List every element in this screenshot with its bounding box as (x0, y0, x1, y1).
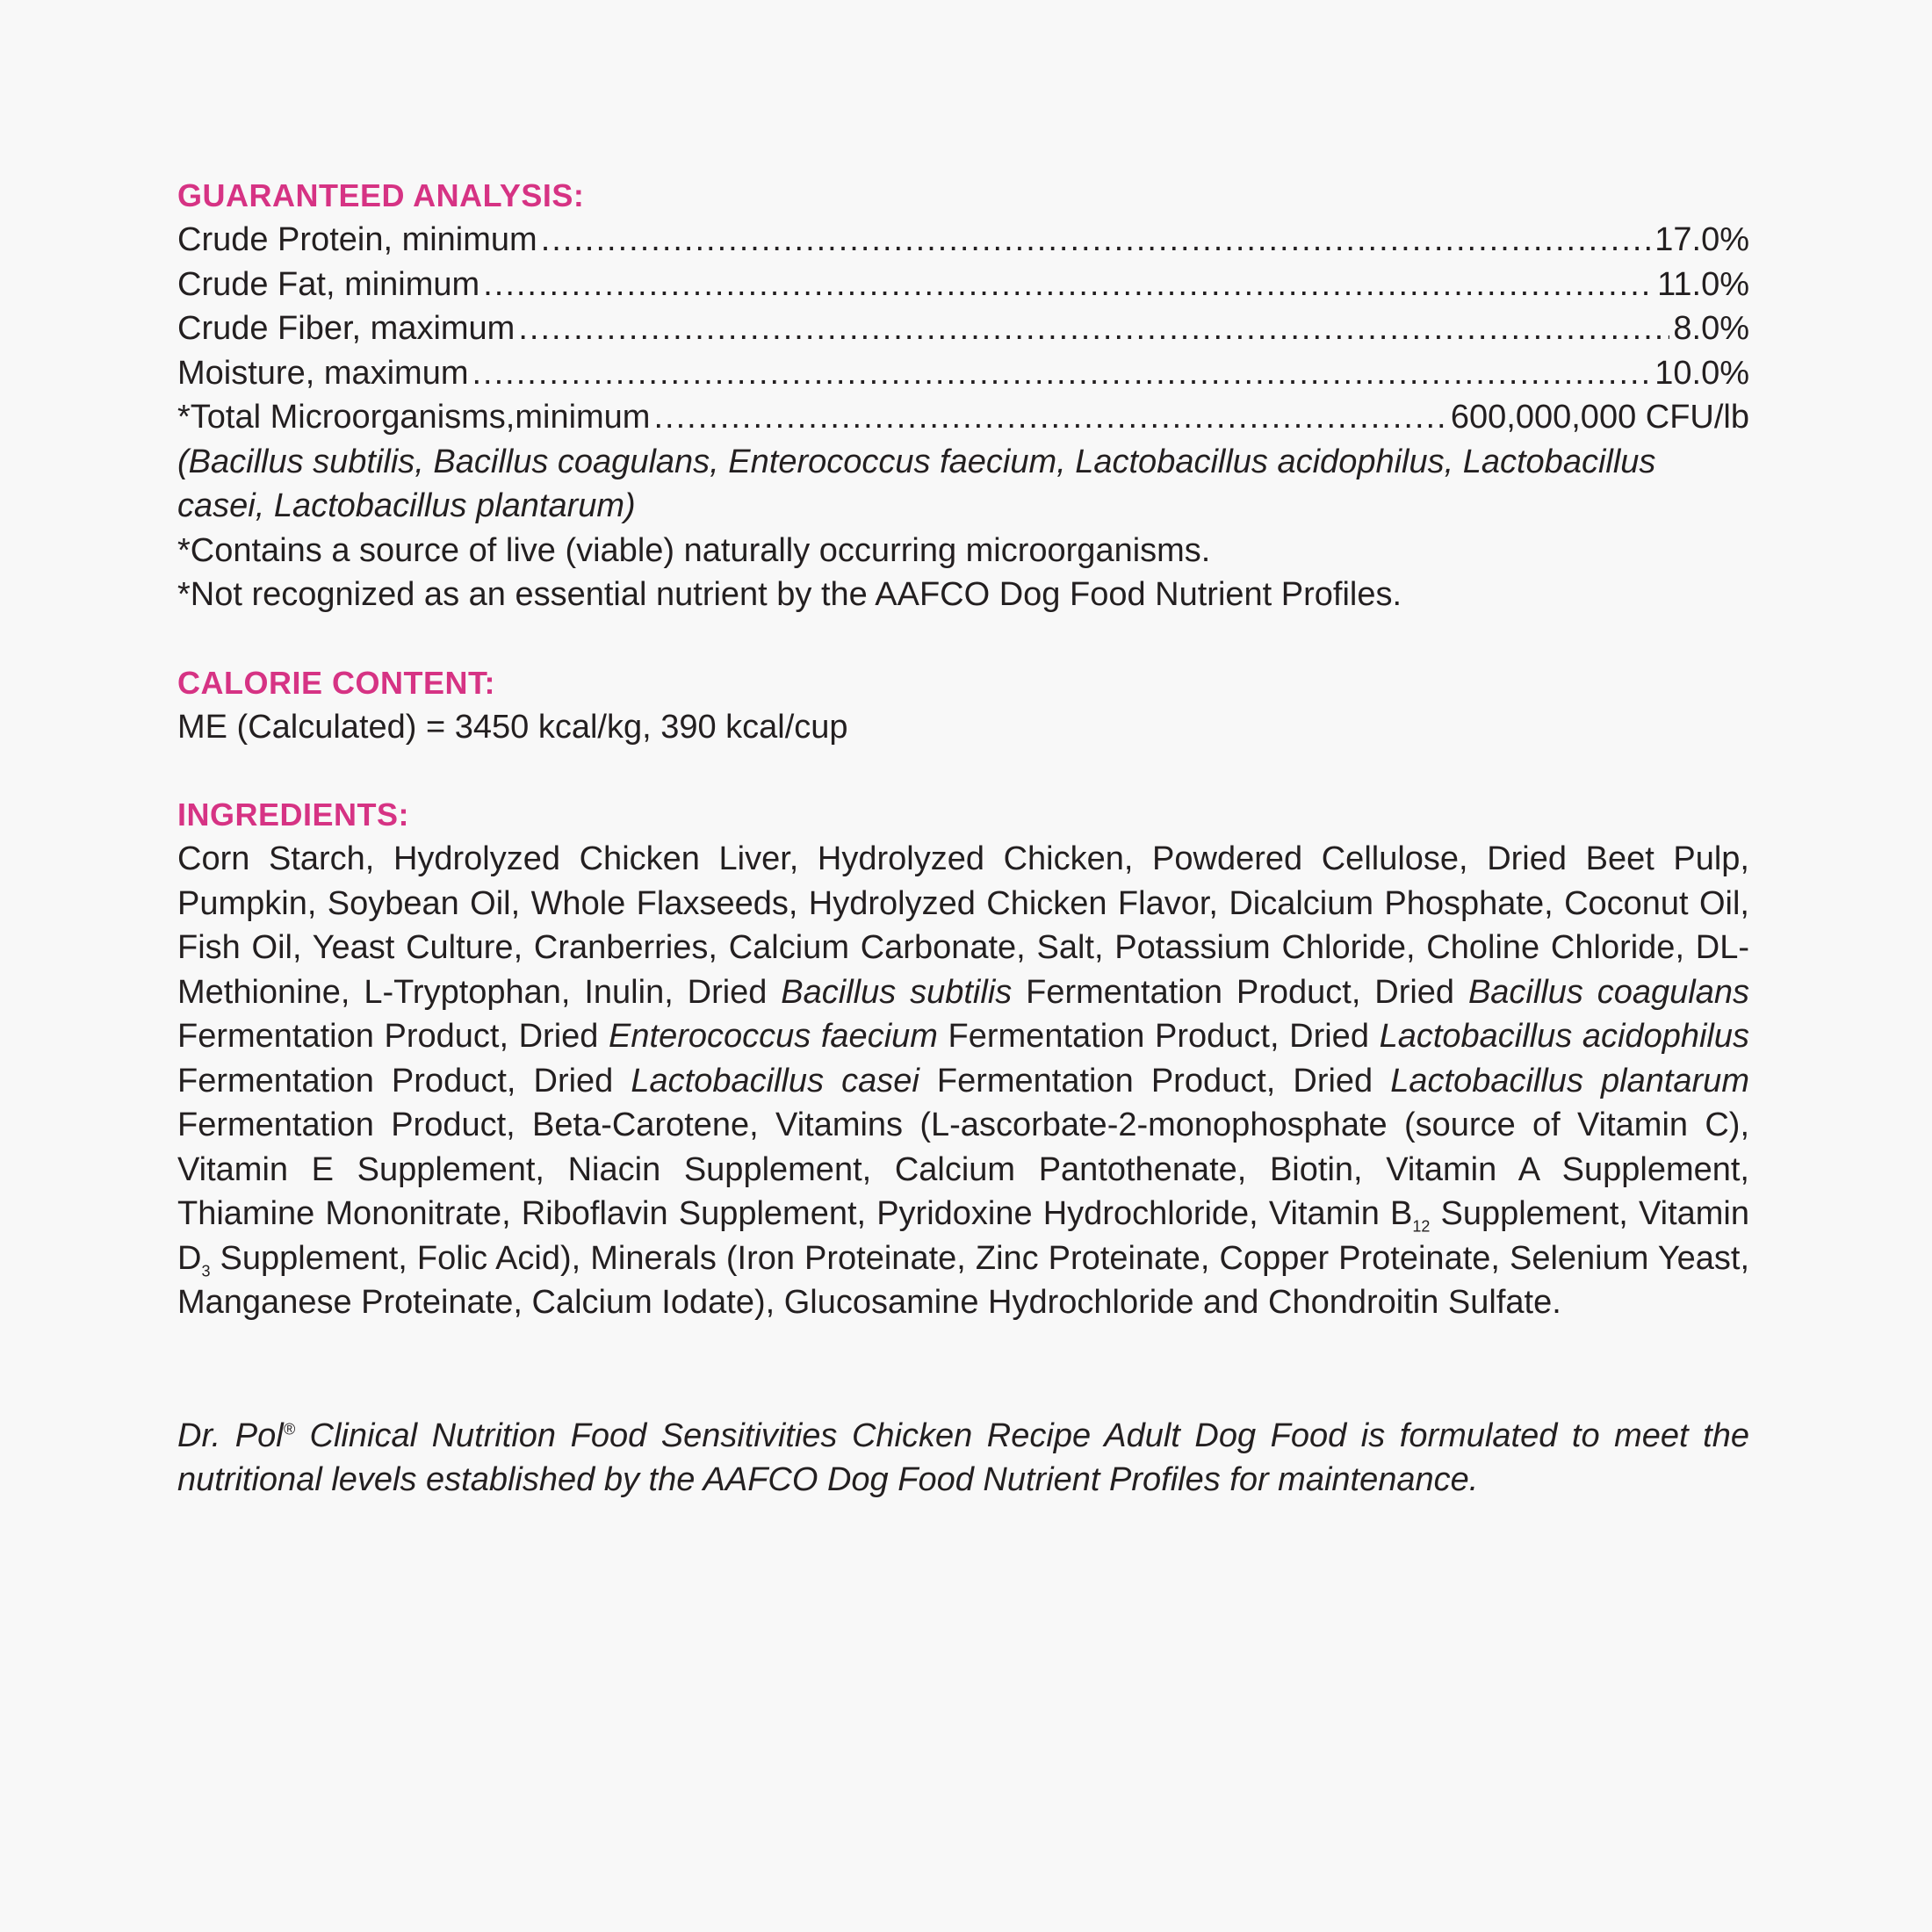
ingredients-text: Fermentation Product, Dried (1012, 973, 1468, 1011)
dot-leader (472, 351, 1652, 396)
statement-text: Clinical Nutrition Food Sensitivities Chicken Recipe Adult Dog Food is formulated to meet the nutritional levels established by the AAFCO Dog Food Nutrient Profiles for maintenance. (177, 1417, 1749, 1498)
dot-leader (518, 306, 1669, 351)
ingredients-heading: INGREDIENTS: (177, 797, 410, 833)
ingredients-text: Fermentation Product, Dried (177, 1062, 631, 1099)
microorganism-species-note: (Bacillus subtilis, Bacillus coagulans, Enterococcus faecium, Lactobacillus acidophilus, Lactobacillus casei, Lactobacillus plantarum) (177, 443, 1656, 524)
brand-name: Dr. Pol (177, 1417, 284, 1454)
analysis-value: 10.0% (1654, 354, 1749, 392)
analysis-row-moisture (177, 351, 1749, 396)
ingredient-species: Bacillus coagulans (1467, 973, 1750, 1011)
analysis-label: Crude Fiber, maximum (177, 310, 515, 347)
analysis-value: 8.0% (1673, 310, 1749, 347)
dot-leader (483, 263, 1654, 307)
guaranteed-analysis-heading: GUARANTEED ANALYSIS: (177, 177, 585, 213)
ingredients-text: Fermentation Product, Dried (177, 1018, 609, 1055)
ingredient-species: Lactobacillus acidophilus (1379, 1018, 1749, 1055)
aafco-footnote: *Not recognized as an essential nutrient by the AAFCO Dog Food Nutrient Profiles. (177, 576, 1402, 613)
vitamin-d-subscript: 3 (201, 1262, 211, 1280)
ingredients-text: Supplement, Vitamin D (177, 1195, 1749, 1277)
ingredients-text: Supplement, Folic Acid), Minerals (Iron Proteinate, Zinc Proteinate, Copper Proteinate, Selenium Yeast, Manganese Proteinate, Calcium Iodate), Glucosamine Hydrochloride and Chondroitin Sulfate. (177, 1239, 1749, 1321)
calorie-content-text: ME (Calculated) = 3450 kcal/kg, 390 kcal/cup (177, 708, 848, 746)
ingredients-list (177, 837, 1749, 1325)
analysis-row-microorganisms (177, 395, 1749, 440)
analysis-value: 11.0% (1657, 265, 1749, 303)
label-panel (177, 174, 1749, 1503)
analysis-value: 17.0% (1654, 221, 1749, 258)
dot-leader (541, 218, 1652, 263)
ingredient-species: Enterococcus faecium (609, 1018, 938, 1055)
live-microorganisms-footnote: *Contains a source of live (viable) naturally occurring microorganisms. (177, 531, 1211, 569)
ingredients-text: Fermentation Product, Beta-Carotene, Vitamins (L-ascorbate-2-monophosphate (source of Vitamin C), Vitamin E Supplement, Niacin Supplement, Calcium Pantothenate, Biotin, Vitamin A Supplement, Thiamine Mononitrate, Riboflavin Supplement, Pyridoxine Hydrochloride, Vitamin B (177, 1107, 1749, 1232)
analysis-row-crude-protein (177, 218, 1749, 263)
ingredients-text: Corn Starch, Hydrolyzed Chicken Liver, Hydrolyzed Chicken, Powdered Cellulose, Dried Beet Pulp, Pumpkin, Soybean Oil, Whole Flaxseeds, Hydrolyzed Chicken Flavor, Dicalcium Phosphate, Coconut Oil, Fish Oil, Yeast Culture, Cranberries, Calcium Carbonate, Salt, Potassium Chloride, Choline Chloride, DL-Methionine, L-Tryptophan, Inulin, Dried (177, 840, 1749, 1011)
analysis-label: Moisture, maximum (177, 354, 469, 392)
analysis-row-crude-fiber (177, 306, 1749, 351)
ingredients-text: Fermentation Product, Dried (937, 1018, 1380, 1055)
ingredient-species: Bacillus subtilis (781, 973, 1013, 1011)
analysis-label: *Total Microorganisms,minimum (177, 399, 651, 436)
analysis-label: Crude Fat, minimum (177, 265, 480, 303)
aafco-statement (177, 1414, 1749, 1503)
analysis-value: 600,000,000 CFU/lb (1450, 399, 1749, 436)
vitamin-b-subscript: 12 (1412, 1217, 1431, 1236)
registered-trademark: ® (283, 1419, 295, 1438)
ingredient-species: Lactobacillus casei (631, 1062, 919, 1099)
ingredients-text: Fermentation Product, Dried (919, 1062, 1391, 1099)
analysis-label: Crude Protein, minimum (177, 221, 537, 258)
analysis-row-crude-fat (177, 263, 1749, 307)
guaranteed-analysis-table (177, 218, 1749, 440)
dot-leader (653, 395, 1446, 440)
calorie-content-heading: CALORIE CONTENT: (177, 664, 495, 701)
ingredient-species: Lactobacillus plantarum (1390, 1062, 1749, 1099)
